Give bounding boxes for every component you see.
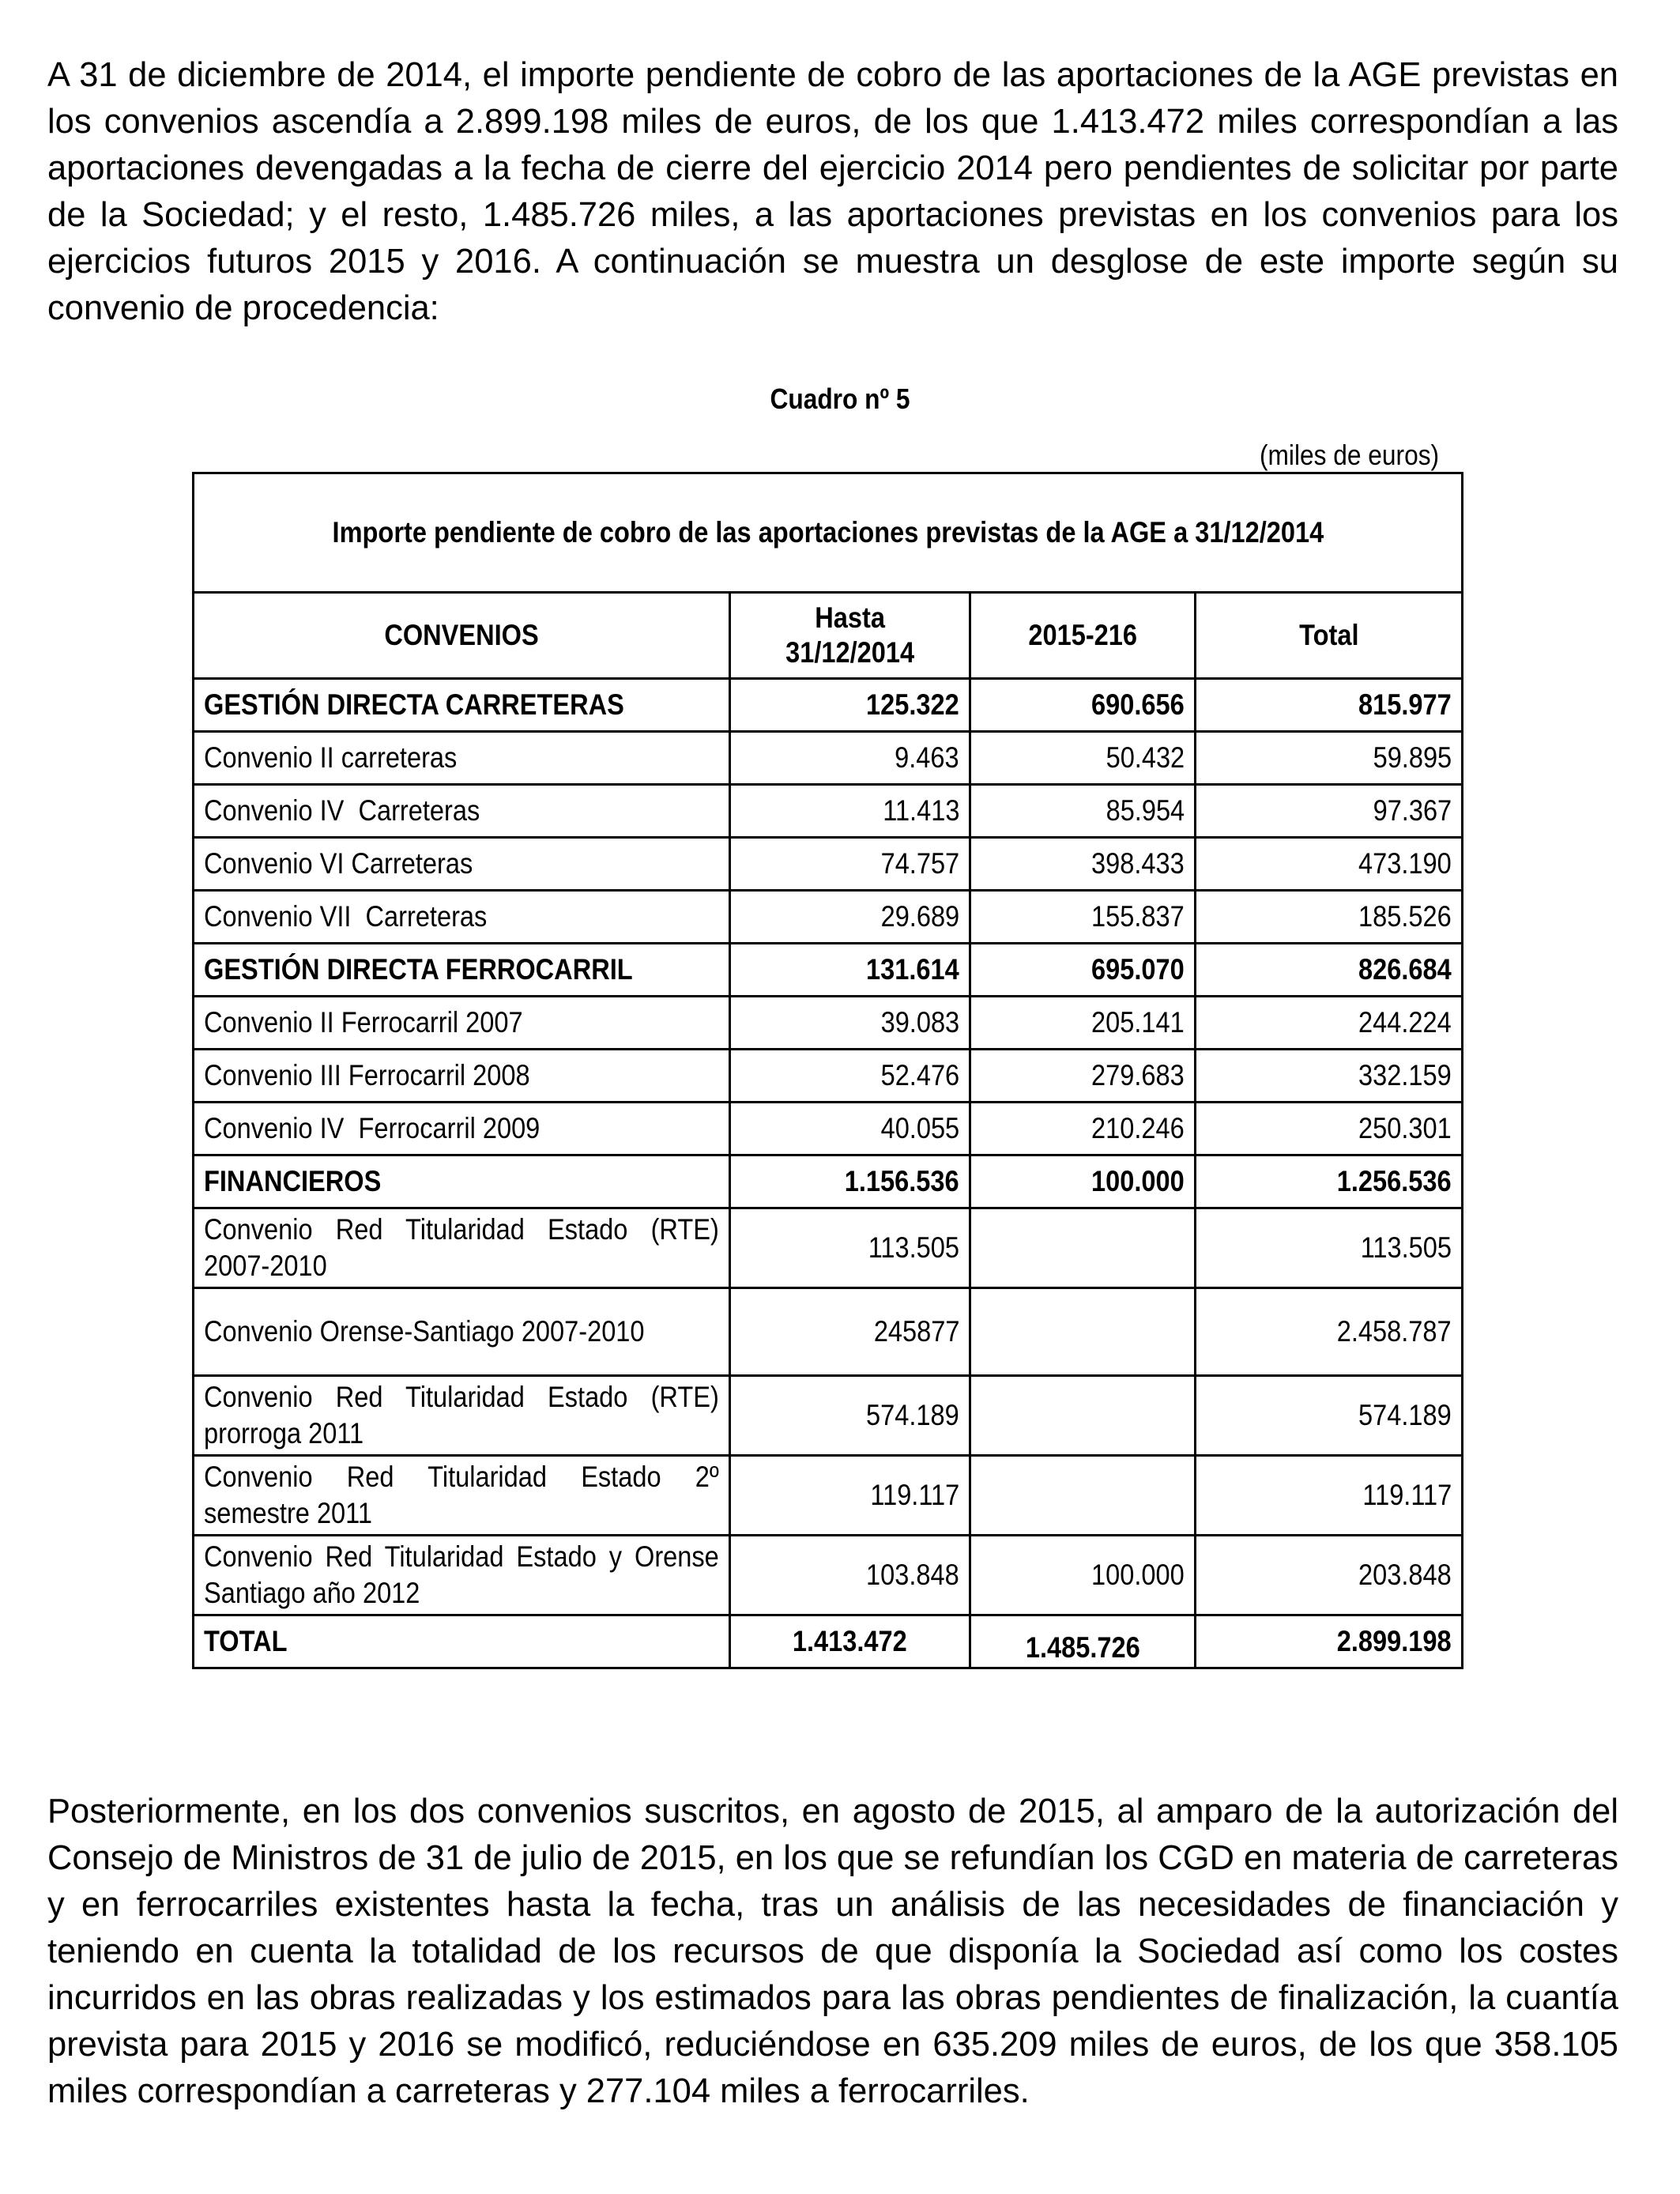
row-label: Convenio II carreteras xyxy=(194,732,730,785)
table-row xyxy=(194,1456,1463,1536)
row-value-total: 185.526 xyxy=(1196,891,1463,944)
row-label: Convenio II Ferrocarril 2007 xyxy=(194,997,730,1050)
table-row xyxy=(194,891,1463,944)
row-value-hasta: 125.322 xyxy=(730,679,970,732)
header-total: Total xyxy=(1196,593,1463,679)
row-value-total: 113.505 xyxy=(1196,1208,1463,1288)
row-value-2015-216: 205.141 xyxy=(970,997,1196,1050)
row-value-2015-216 xyxy=(970,1208,1196,1288)
table-row xyxy=(194,1050,1463,1103)
row-value-hasta: 52.476 xyxy=(730,1050,970,1103)
table-row xyxy=(194,838,1463,891)
row-value-total: 203.848 xyxy=(1196,1536,1463,1615)
row-label: Convenio VI Carreteras xyxy=(194,838,730,891)
row-value-hasta: 74.757 xyxy=(730,838,970,891)
row-label: FINANCIEROS xyxy=(194,1155,730,1208)
row-value-hasta: 1.413.472 xyxy=(730,1615,970,1668)
row-label: Convenio VII Carreteras xyxy=(194,891,730,944)
table-caption: Cuadro nº 5 xyxy=(770,383,910,415)
row-value-hasta: 574.189 xyxy=(730,1376,970,1456)
header-2015-216: 2015-216 xyxy=(970,593,1196,679)
row-value-hasta: 119.117 xyxy=(730,1456,970,1536)
row-value-2015-216 xyxy=(970,1288,1196,1376)
row-value-2015-216: 690.656 xyxy=(970,679,1196,732)
table-row-group-ferrocarril xyxy=(194,944,1463,997)
table-row-group-financieros xyxy=(194,1155,1463,1208)
table-row xyxy=(194,1536,1463,1615)
row-value-hasta: 103.848 xyxy=(730,1536,970,1615)
table-row xyxy=(194,1376,1463,1456)
row-label: Convenio Red Titularidad Estado (RTE) prorroga 2011 xyxy=(194,1376,730,1456)
row-value-2015-216 xyxy=(970,1456,1196,1536)
row-label: GESTIÓN DIRECTA CARRETERAS xyxy=(194,679,730,732)
row-value-hasta: 11.413 xyxy=(730,785,970,838)
row-value-total: 250.301 xyxy=(1196,1103,1463,1155)
row-value-hasta: 39.083 xyxy=(730,997,970,1050)
table-row xyxy=(194,1208,1463,1288)
row-value-2015-216: 100.000 xyxy=(970,1536,1196,1615)
table-row-total xyxy=(194,1615,1463,1668)
row-value-hasta: 113.505 xyxy=(730,1208,970,1288)
table-row xyxy=(194,732,1463,785)
row-label: Convenio Red Titularidad Estado y Orense Santiago año 2012 xyxy=(194,1536,730,1615)
row-value-total: 1.256.536 xyxy=(1196,1155,1463,1208)
row-value-2015-216: 279.683 xyxy=(970,1050,1196,1103)
row-label: Convenio IV Carreteras xyxy=(194,785,730,838)
intro-paragraph: A 31 de diciembre de 2014, el importe pendiente de cobro de las aportaciones de la AGE previstas en los convenios ascendía a 2.899.198 miles de euros, de los que 1.413.472 miles correspondían a las aportaciones devengadas a la fecha de cierre del ejercicio 2014 pero pendientes de solicitar por parte de la Sociedad; y el resto, 1.485.726 miles, a las aportaciones previstas en los convenios para los ejercicios futuros 2015 y 2016. A continuación se muestra un desglose de este importe según su convenio de procedencia: xyxy=(47,56,1618,327)
row-value-hasta: 245877 xyxy=(730,1288,970,1376)
row-value-total: 332.159 xyxy=(1196,1050,1463,1103)
table-row xyxy=(194,997,1463,1050)
header-hasta: Hasta 31/12/2014 xyxy=(730,593,970,679)
row-value-total: 826.684 xyxy=(1196,944,1463,997)
table-row-group-carreteras xyxy=(194,679,1463,732)
row-value-2015-216: 695.070 xyxy=(970,944,1196,997)
row-value-total: 244.224 xyxy=(1196,997,1463,1050)
row-value-hasta: 9.463 xyxy=(730,732,970,785)
row-label: Convenio IV Ferrocarril 2009 xyxy=(194,1103,730,1155)
row-value-hasta: 29.689 xyxy=(730,891,970,944)
row-value-hasta: 1.156.536 xyxy=(730,1155,970,1208)
row-value-total: 815.977 xyxy=(1196,679,1463,732)
row-label: GESTIÓN DIRECTA FERROCARRIL xyxy=(194,944,730,997)
row-value-total: 97.367 xyxy=(1196,785,1463,838)
row-value-2015-216: 210.246 xyxy=(970,1103,1196,1155)
table-row xyxy=(194,785,1463,838)
row-value-total: 59.895 xyxy=(1196,732,1463,785)
row-value-total: 574.189 xyxy=(1196,1376,1463,1456)
row-value-2015-216: 1.485.726 xyxy=(970,1615,1196,1668)
row-value-total: 2.899.198 xyxy=(1196,1615,1463,1668)
row-label: TOTAL xyxy=(194,1615,730,1668)
row-value-2015-216: 155.837 xyxy=(970,891,1196,944)
table-row xyxy=(194,1103,1463,1155)
table-title: Importe pendiente de cobro de las aportaciones previstas de la AGE a 31/12/2014 xyxy=(194,473,1463,593)
row-value-2015-216: 100.000 xyxy=(970,1155,1196,1208)
contributions-table xyxy=(192,472,1463,1669)
row-value-2015-216: 50.432 xyxy=(970,732,1196,785)
row-value-hasta: 131.614 xyxy=(730,944,970,997)
row-label: Convenio III Ferrocarril 2008 xyxy=(194,1050,730,1103)
row-label: Convenio Orense-Santiago 2007-2010 xyxy=(194,1288,730,1376)
table-row xyxy=(194,1288,1463,1376)
row-value-2015-216 xyxy=(970,1376,1196,1456)
row-label: Convenio Red Titularidad Estado (RTE) 2007-2010 xyxy=(194,1208,730,1288)
row-value-total: 473.190 xyxy=(1196,838,1463,891)
row-value-2015-216: 85.954 xyxy=(970,785,1196,838)
row-value-hasta: 40.055 xyxy=(730,1103,970,1155)
header-convenios: CONVENIOS xyxy=(194,593,730,679)
row-value-total: 2.458.787 xyxy=(1196,1288,1463,1376)
closing-paragraph: Posteriormente, en los dos convenios suscritos, en agosto de 2015, al amparo de la autorización del Consejo de Ministros de 31 de julio de 2015, en los que se refundían los CGD en materia de carreteras y en ferrocarriles existentes hasta la fecha, tras un análisis de las necesidades de financiación y teniendo en cuenta la totalidad de los recursos de que disponía la Sociedad así como los costes incurridos en las obras realizadas y los estimados para las obras pendientes de finalización, la cuantía prevista para 2015 y 2016 se modificó, reduciéndose en 635.209 miles de euros, de los que 358.105 miles correspondían a carreteras y 277.104 miles a ferrocarriles. xyxy=(47,1793,1618,2110)
row-label: Convenio Red Titularidad Estado 2º semestre 2011 xyxy=(194,1456,730,1536)
table-units: (miles de euros) xyxy=(1259,439,1439,471)
row-value-2015-216: 398.433 xyxy=(970,838,1196,891)
row-value-total: 119.117 xyxy=(1196,1456,1463,1536)
